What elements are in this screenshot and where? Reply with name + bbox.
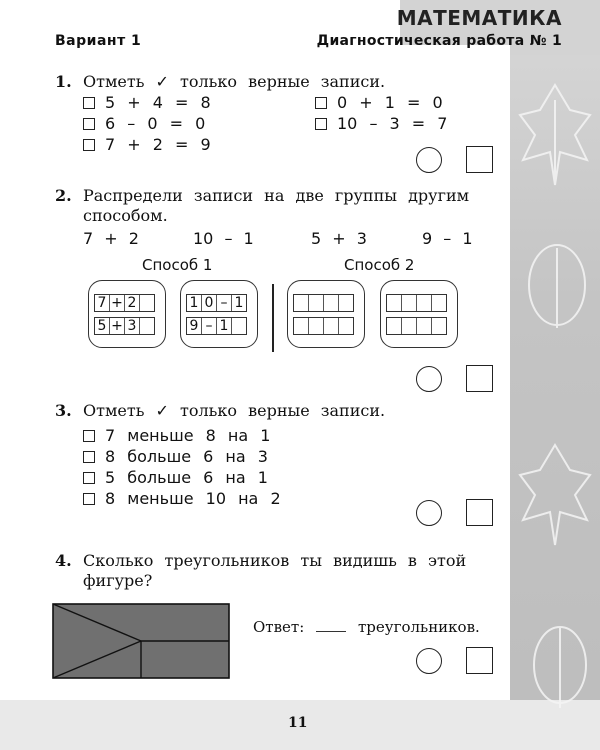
score-square[interactable] <box>466 499 493 526</box>
score-circle[interactable] <box>416 366 442 392</box>
method2-label: Способ 2 <box>344 256 415 274</box>
task4-number: 4. <box>55 551 72 570</box>
answer-input[interactable] <box>316 631 346 632</box>
task2-number: 2. <box>55 186 72 205</box>
cell[interactable] <box>402 318 417 334</box>
cell[interactable] <box>432 318 446 334</box>
cell: 0 <box>202 295 217 311</box>
task4-prompt-line1: Сколько треугольников ты видишь в этой <box>83 551 467 570</box>
work-title: Диагностическая работа № 1 <box>316 33 562 49</box>
cell[interactable] <box>294 295 309 311</box>
group-box <box>287 280 365 348</box>
cell: 1 <box>187 295 202 311</box>
task3-item: 7 меньше 8 на 1 <box>83 426 270 445</box>
empty-cell-row[interactable] <box>386 317 447 335</box>
score-circle[interactable] <box>416 500 442 526</box>
task1-item: 5 + 4 = 8 <box>83 93 211 112</box>
cell[interactable] <box>417 295 432 311</box>
cell[interactable] <box>294 318 309 334</box>
method1-label: Способ 1 <box>142 256 213 274</box>
task3-item: 8 меньше 10 на 2 <box>83 489 281 508</box>
cell: 1 <box>234 295 244 311</box>
expression: 7 + 2 <box>83 229 139 248</box>
task1-item: 6 – 0 = 0 <box>83 114 205 133</box>
task1-prompt: Отметь ✓ только верные записи. <box>83 72 386 91</box>
checkbox[interactable] <box>83 451 95 463</box>
cell: 3 <box>125 318 140 334</box>
variant-label: Вариант 1 <box>55 33 142 49</box>
checkbox[interactable] <box>83 430 95 442</box>
checkbox[interactable] <box>83 97 95 109</box>
leaf-decoration-icon <box>515 440 595 550</box>
checkbox[interactable] <box>83 139 95 151</box>
cell: 9 <box>187 318 202 334</box>
cell: + <box>110 318 125 334</box>
group-box <box>88 280 166 348</box>
cell: + <box>110 295 125 311</box>
expression: 9 – 1 <box>422 229 473 248</box>
cell: 7 <box>95 295 110 311</box>
group-box <box>180 280 258 348</box>
score-circle[interactable] <box>416 648 442 674</box>
checkbox[interactable] <box>83 118 95 130</box>
expression: 5 + 3 <box>311 229 367 248</box>
cell[interactable] <box>402 295 417 311</box>
leaf-decoration-icon <box>525 620 595 710</box>
cell[interactable] <box>339 318 353 334</box>
cell-row <box>186 294 247 312</box>
cell[interactable] <box>417 318 432 334</box>
cell <box>232 318 246 334</box>
leaf-decoration-icon <box>520 240 595 330</box>
task1-item: 0 + 1 = 0 <box>315 93 443 112</box>
task3-item: 5 больше 6 на 1 <box>83 468 268 487</box>
task1-item: 10 – 3 = 7 <box>315 114 447 133</box>
score-square[interactable] <box>466 647 493 674</box>
cell: 1 <box>217 318 232 334</box>
cell: – <box>217 295 232 311</box>
task3-number: 3. <box>55 401 72 420</box>
task2-prompt-line1: Распредели записи на две группы другим <box>83 186 470 205</box>
task1-item: 7 + 2 = 9 <box>83 135 211 154</box>
task2-prompt-line2: способом. <box>83 206 168 225</box>
task1-number: 1. <box>55 72 72 91</box>
cell[interactable] <box>309 295 324 311</box>
subject-title: МАТЕМАТИКА <box>396 6 562 30</box>
cell: 2 <box>125 295 140 311</box>
triangle-figure <box>52 603 230 679</box>
score-circle[interactable] <box>416 147 442 173</box>
cell[interactable] <box>387 295 402 311</box>
score-square[interactable] <box>466 365 493 392</box>
cell-row <box>186 317 247 335</box>
cell[interactable] <box>324 318 339 334</box>
page-number: 11 <box>288 715 308 731</box>
expression: 10 – 1 <box>193 229 254 248</box>
cell-row <box>94 294 155 312</box>
checkbox[interactable] <box>83 493 95 505</box>
leaf-decoration-icon <box>515 80 595 190</box>
cell <box>140 295 154 311</box>
group-box <box>380 280 458 348</box>
cell: – <box>202 318 217 334</box>
cell <box>140 318 154 334</box>
empty-cell-row[interactable] <box>386 294 447 312</box>
task4-prompt-line2: фигуре? <box>83 571 153 590</box>
cell[interactable] <box>339 295 353 311</box>
checkbox[interactable] <box>315 118 327 130</box>
checkbox[interactable] <box>83 472 95 484</box>
cell: 5 <box>95 318 110 334</box>
empty-cell-row[interactable] <box>293 317 354 335</box>
checkbox[interactable] <box>315 97 327 109</box>
method-divider <box>272 284 274 352</box>
answer-suffix: треугольников. <box>358 618 480 636</box>
cell[interactable] <box>387 318 402 334</box>
cell[interactable] <box>309 318 324 334</box>
task3-item: 8 больше 6 на 3 <box>83 447 268 466</box>
cell[interactable] <box>324 295 339 311</box>
answer-label: Ответ: <box>253 618 305 636</box>
cell-row <box>94 317 155 335</box>
empty-cell-row[interactable] <box>293 294 354 312</box>
task3-prompt: Отметь ✓ только верные записи. <box>83 401 386 420</box>
cell[interactable] <box>432 295 446 311</box>
score-square[interactable] <box>466 146 493 173</box>
